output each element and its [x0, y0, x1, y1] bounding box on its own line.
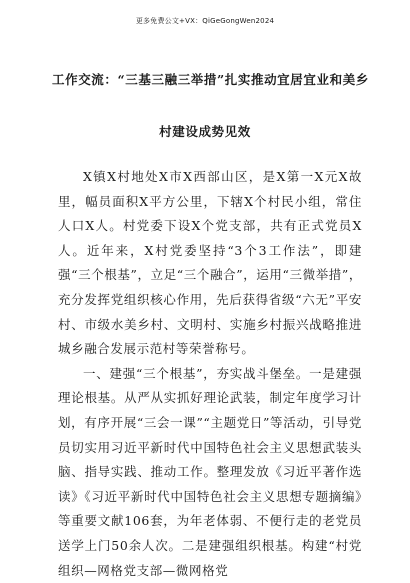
document-title-line-2: 村建设成势见效: [159, 124, 251, 139]
body-paragraph-intro: X镇X村地处X市X西部山区，是X第一X元X故里，幅员面积X平方公里，下辖X个村民小组，常住人口X人。村党委下设X个党支部，共有正式党员X人。近年来，X村党委坚持“3个3工作法”，即建强“三个根基”，立足“三个融合”，运用“三微举措”，充分发挥党组织核心作用，先后获得省级“六无”平安村、市级水美乡村、文明村、实施乡村振兴战略推进城乡融合发展示范村等荣誉称号。: [58, 169, 362, 357]
document-title-line-1: 工作交流：“三基三融三举措”扎实推动宜居宜业和美乡: [52, 72, 369, 87]
document-body: [58, 165, 362, 583]
header-note: 更多免费公文+VX：QiGeGongWen2024: [135, 17, 275, 25]
body-paragraph-section-one: 一、建强“三个根基”，夯实战斗堡垒。一是建强理论根基。从严从实抓好理论武装，制定年度学习计划，有序开展“三会一课”“主题党日”等活动，引导党员切实用习近平新时代中国特色社会主义思想武装头脑、指导实践、推动工作。整理发放《习近平著作选读》《习近平新时代中国特色社会主义思想专题摘编》等重要文献106套，为年老体弱、不便行走的老党员送学上门50余人次。二是建强组织根基。构建“村党组织—网格党支部—微网格党: [58, 365, 362, 578]
